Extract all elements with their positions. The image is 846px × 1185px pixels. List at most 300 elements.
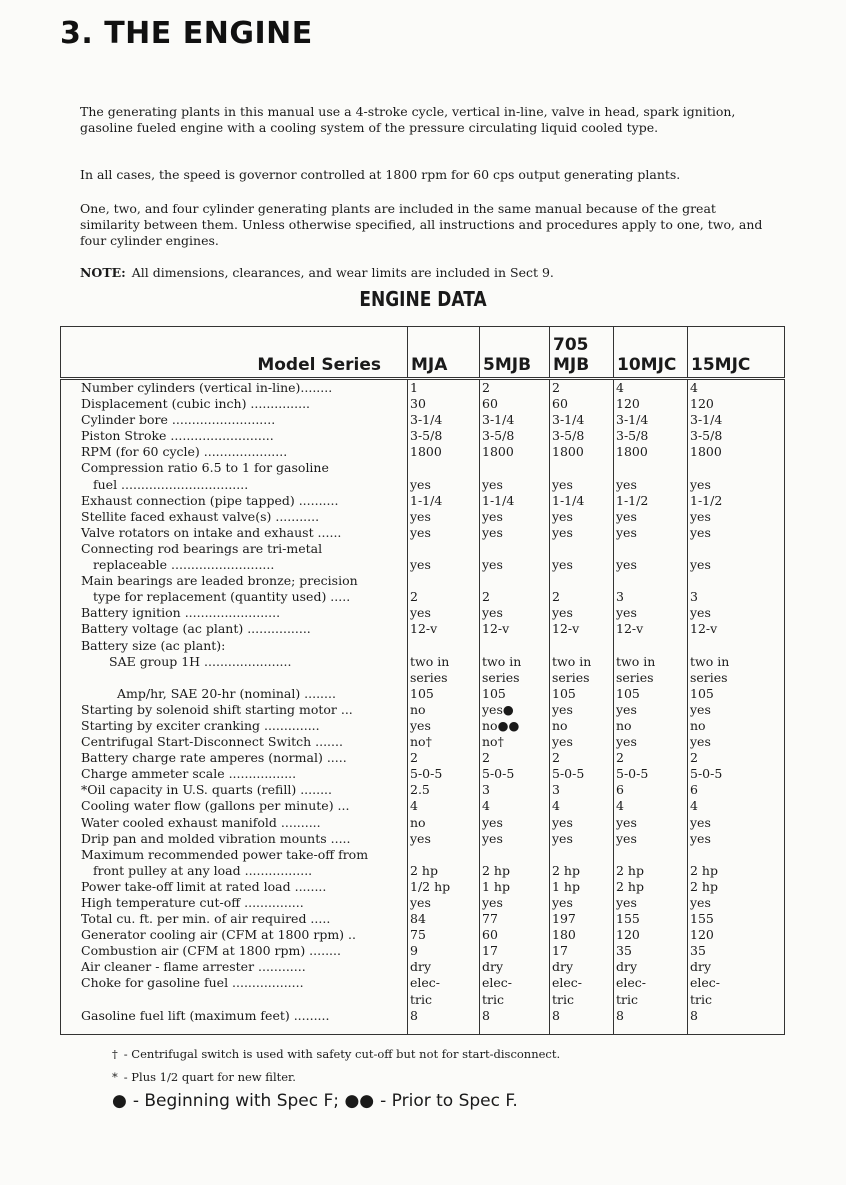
- cell-value: [614, 541, 688, 557]
- row-label: front pulley at any load .................: [61, 863, 408, 879]
- cell-value: no†: [408, 734, 480, 750]
- cell-value: 120: [688, 927, 785, 943]
- cell-value: yes: [550, 831, 614, 847]
- cell-value: [480, 573, 550, 589]
- cell-value: 8: [480, 1008, 550, 1035]
- cell-value: yes: [480, 895, 550, 911]
- cell-value: 4: [408, 798, 480, 814]
- cell-value: [614, 460, 688, 476]
- cell-value: 105: [688, 686, 785, 702]
- row-label: Number cylinders (vertical in-line)........: [61, 379, 408, 397]
- table-row: [61, 847, 785, 863]
- cell-value: yes: [688, 477, 785, 493]
- row-label: Drip pan and molded vibration mounts .....: [61, 831, 408, 847]
- row-label: Charge ammeter scale .................: [61, 766, 408, 782]
- header-col-mja: MJA: [408, 327, 480, 379]
- row-label: Cooling water flow (gallons per minute) ...: [61, 798, 408, 814]
- cell-value: [688, 573, 785, 589]
- row-label: Displacement (cubic inch) ...............: [61, 396, 408, 412]
- row-label: replaceable ..........................: [61, 557, 408, 573]
- table-row: [61, 943, 785, 959]
- cell-value: 8: [614, 1008, 688, 1035]
- cell-value: two in: [688, 654, 785, 670]
- cell-value: series: [614, 670, 688, 686]
- cell-value: 120: [688, 396, 785, 412]
- footnote-symbol: ●: [112, 1091, 127, 1111]
- cell-value: 12-v: [408, 621, 480, 637]
- cell-value: 60: [480, 927, 550, 943]
- row-label: Valve rotators on intake and exhaust ......: [61, 525, 408, 541]
- cell-value: 105: [480, 686, 550, 702]
- cell-value: 3-5/8: [480, 428, 550, 444]
- table-row: [61, 879, 785, 895]
- table-body: [61, 379, 785, 1035]
- cell-value: [688, 847, 785, 863]
- footnote-text: - Plus 1/2 quart for new filter.: [123, 1070, 296, 1084]
- cell-value: yes: [614, 509, 688, 525]
- cell-value: yes●: [480, 702, 550, 718]
- cell-value: 3-5/8: [614, 428, 688, 444]
- cell-value: 2 hp: [614, 863, 688, 879]
- cell-value: 1-1/4: [480, 493, 550, 509]
- cell-value: 35: [688, 943, 785, 959]
- table-row: [61, 750, 785, 766]
- cell-value: 2 hp: [688, 879, 785, 895]
- cell-value: [688, 638, 785, 654]
- intro-paragraph-2: In all cases, the speed is governor controlled at 1800 rpm for 60 cps output generating plants.: [80, 167, 681, 182]
- cell-value: yes: [408, 525, 480, 541]
- cell-value: 17: [480, 943, 550, 959]
- cell-value: series: [408, 670, 480, 686]
- table-row: [61, 1008, 785, 1035]
- cell-value: 12-v: [550, 621, 614, 637]
- row-label: Starting by exciter cranking ..............: [61, 718, 408, 734]
- cell-value: 3-1/4: [614, 412, 688, 428]
- table-row: [61, 573, 785, 589]
- cell-value: 3: [480, 782, 550, 798]
- cell-value: yes: [614, 525, 688, 541]
- cell-value: 2: [550, 379, 614, 397]
- cell-value: 2 hp: [614, 879, 688, 895]
- row-label: Combustion air (CFM at 1800 rpm) ........: [61, 943, 408, 959]
- cell-value: series: [688, 670, 785, 686]
- cell-value: 105: [408, 686, 480, 702]
- cell-value: 75: [408, 927, 480, 943]
- cell-value: no●●: [480, 718, 550, 734]
- cell-value: 8: [688, 1008, 785, 1035]
- cell-value: [480, 847, 550, 863]
- cell-value: yes: [614, 477, 688, 493]
- header-col-15mjc: 15MJC: [688, 327, 785, 379]
- intro-paragraph-3: One, two, and four cylinder generating plants are included in the same manual because of the great similarity between them. Unless otherwise specified, all instructions and procedures apply to one, two, and four cylinder engines.: [80, 201, 763, 248]
- cell-value: 155: [688, 911, 785, 927]
- header-model-series: Model Series: [61, 327, 408, 379]
- header-col-705mjb-label: 705 MJB: [553, 335, 590, 375]
- cell-value: yes: [688, 605, 785, 621]
- engine-data-table: [60, 326, 785, 1035]
- row-label: RPM (for 60 cycle) .....................: [61, 444, 408, 460]
- cell-value: elec-: [480, 975, 550, 991]
- row-label: Battery ignition ........................: [61, 605, 408, 621]
- cell-value: 105: [550, 686, 614, 702]
- cell-value: yes: [688, 509, 785, 525]
- cell-value: yes: [614, 605, 688, 621]
- cell-value: 2 hp: [688, 863, 785, 879]
- cell-value: no: [550, 718, 614, 734]
- table-row: [61, 734, 785, 750]
- cell-value: 30: [408, 396, 480, 412]
- row-label: Gasoline fuel lift (maximum feet) .........: [61, 1008, 408, 1035]
- cell-value: 2: [480, 589, 550, 605]
- cell-value: 3: [688, 589, 785, 605]
- row-label: Cylinder bore ..........................: [61, 412, 408, 428]
- row-label: *Oil capacity in U.S. quarts (refill) ........: [61, 782, 408, 798]
- table-row: [61, 638, 785, 654]
- cell-value: yes: [480, 509, 550, 525]
- table-row: [61, 895, 785, 911]
- table-row: [61, 766, 785, 782]
- cell-value: yes: [480, 815, 550, 831]
- cell-value: no: [614, 718, 688, 734]
- cell-value: yes: [480, 477, 550, 493]
- cell-value: yes: [550, 605, 614, 621]
- cell-value: yes: [614, 702, 688, 718]
- row-label: Generator cooling air (CFM at 1800 rpm) ..: [61, 927, 408, 943]
- cell-value: 4: [614, 798, 688, 814]
- row-label: Battery charge rate amperes (normal) .....: [61, 750, 408, 766]
- cell-value: tric: [550, 992, 614, 1008]
- cell-value: [408, 460, 480, 476]
- cell-value: no: [688, 718, 785, 734]
- cell-value: yes: [550, 815, 614, 831]
- cell-value: 77: [480, 911, 550, 927]
- row-label: Maximum recommended power take-off from: [61, 847, 408, 863]
- table-row: [61, 525, 785, 541]
- cell-value: tric: [480, 992, 550, 1008]
- cell-value: [408, 847, 480, 863]
- cell-value: 1-1/4: [408, 493, 480, 509]
- cell-value: elec-: [688, 975, 785, 991]
- cell-value: 4: [688, 379, 785, 397]
- cell-value: 1-1/2: [614, 493, 688, 509]
- cell-value: two in: [550, 654, 614, 670]
- cell-value: 3-5/8: [550, 428, 614, 444]
- cell-value: yes: [550, 525, 614, 541]
- cell-value: [480, 460, 550, 476]
- cell-value: 6: [688, 782, 785, 798]
- row-label: Exhaust connection (pipe tapped) ..........: [61, 493, 408, 509]
- cell-value: tric: [688, 992, 785, 1008]
- cell-value: two in: [408, 654, 480, 670]
- cell-value: 3: [614, 589, 688, 605]
- table-row: [61, 444, 785, 460]
- table-row: [61, 831, 785, 847]
- cell-value: yes: [614, 815, 688, 831]
- cell-value: yes: [614, 895, 688, 911]
- cell-value: 3-5/8: [688, 428, 785, 444]
- footnote-dagger: [112, 1047, 560, 1061]
- row-label: Piston Stroke ..........................: [61, 428, 408, 444]
- footnote-spec: [112, 1091, 518, 1111]
- cell-value: series: [480, 670, 550, 686]
- row-label: Centrifugal Start-Disconnect Switch .......: [61, 734, 408, 750]
- cell-value: 1800: [408, 444, 480, 460]
- cell-value: yes: [688, 702, 785, 718]
- cell-value: [480, 541, 550, 557]
- table-row: [61, 702, 785, 718]
- cell-value: 2.5: [408, 782, 480, 798]
- cell-value: yes: [550, 557, 614, 573]
- cell-value: elec-: [550, 975, 614, 991]
- cell-value: yes: [408, 831, 480, 847]
- row-label: type for replacement (quantity used) .....: [61, 589, 408, 605]
- cell-value: 1-1/2: [688, 493, 785, 509]
- cell-value: yes: [480, 525, 550, 541]
- cell-value: 60: [550, 396, 614, 412]
- cell-value: 2 hp: [550, 863, 614, 879]
- cell-value: 3-1/4: [480, 412, 550, 428]
- row-label: Battery voltage (ac plant) ................: [61, 621, 408, 637]
- footnote-symbol: *: [112, 1070, 118, 1084]
- cell-value: 6: [614, 782, 688, 798]
- header-col-10mjc: 10MJC: [614, 327, 688, 379]
- cell-value: series: [550, 670, 614, 686]
- cell-value: tric: [614, 992, 688, 1008]
- header-col-5mjb: 5MJB: [480, 327, 550, 379]
- cell-value: [614, 573, 688, 589]
- cell-value: yes: [408, 605, 480, 621]
- cell-value: 9: [408, 943, 480, 959]
- cell-value: two in: [614, 654, 688, 670]
- cell-value: [550, 460, 614, 476]
- cell-value: yes: [688, 525, 785, 541]
- cell-value: yes: [550, 477, 614, 493]
- cell-value: 105: [614, 686, 688, 702]
- cell-value: yes: [688, 815, 785, 831]
- table-row: [61, 412, 785, 428]
- header-col-705mjb: [550, 327, 614, 379]
- table-row: [61, 396, 785, 412]
- cell-value: no: [408, 815, 480, 831]
- cell-value: 5-0-5: [688, 766, 785, 782]
- cell-value: 2: [480, 750, 550, 766]
- row-label: Stellite faced exhaust valve(s) ...........: [61, 509, 408, 525]
- section-heading: ENGINE DATA: [359, 287, 487, 311]
- cell-value: 1/2 hp: [408, 879, 480, 895]
- cell-value: 3-1/4: [550, 412, 614, 428]
- cell-value: yes: [408, 895, 480, 911]
- cell-value: [614, 847, 688, 863]
- table-row: [61, 509, 785, 525]
- table-row: [61, 428, 785, 444]
- cell-value: yes: [480, 605, 550, 621]
- row-label: SAE group 1H ......................: [61, 654, 408, 670]
- cell-value: 3-1/4: [408, 412, 480, 428]
- row-label: High temperature cut-off ...............: [61, 895, 408, 911]
- cell-value: [614, 638, 688, 654]
- cell-value: 5-0-5: [550, 766, 614, 782]
- cell-value: [480, 638, 550, 654]
- cell-value: 2: [408, 750, 480, 766]
- cell-value: yes: [550, 702, 614, 718]
- row-label: Starting by solenoid shift starting motor ...: [61, 702, 408, 718]
- table-row: [61, 959, 785, 975]
- footnote-text-2: - Prior to Spec F.: [380, 1091, 518, 1111]
- cell-value: 5-0-5: [408, 766, 480, 782]
- table-row: [61, 718, 785, 734]
- cell-value: 3-5/8: [408, 428, 480, 444]
- footnote-text: - Beginning with Spec F;: [132, 1091, 340, 1111]
- table-row: [61, 541, 785, 557]
- cell-value: 4: [614, 379, 688, 397]
- cell-value: 197: [550, 911, 614, 927]
- cell-value: 1800: [688, 444, 785, 460]
- table-row: [61, 815, 785, 831]
- cell-value: yes: [408, 509, 480, 525]
- cell-value: 2: [550, 589, 614, 605]
- row-label: [61, 670, 408, 686]
- note-label: NOTE:: [80, 265, 126, 280]
- cell-value: 17: [550, 943, 614, 959]
- table-row: [61, 863, 785, 879]
- row-label: Compression ratio 6.5 to 1 for gasoline: [61, 460, 408, 476]
- table-row: [61, 605, 785, 621]
- table-row: [61, 927, 785, 943]
- cell-value: 35: [614, 943, 688, 959]
- table-row: [61, 460, 785, 476]
- cell-value: dry: [550, 959, 614, 975]
- cell-value: [550, 638, 614, 654]
- cell-value: 2 hp: [408, 863, 480, 879]
- cell-value: yes: [614, 831, 688, 847]
- cell-value: [550, 847, 614, 863]
- note-paragraph: [80, 265, 770, 281]
- cell-value: tric: [408, 992, 480, 1008]
- cell-value: 3-1/4: [688, 412, 785, 428]
- cell-value: yes: [408, 557, 480, 573]
- cell-value: 4: [688, 798, 785, 814]
- row-label: Choke for gasoline fuel ..................: [61, 975, 408, 991]
- table-row: [61, 782, 785, 798]
- cell-value: [550, 541, 614, 557]
- row-label: Battery size (ac plant):: [61, 638, 408, 654]
- cell-value: no†: [480, 734, 550, 750]
- cell-value: yes: [688, 895, 785, 911]
- cell-value: yes: [408, 718, 480, 734]
- table-row: [61, 911, 785, 927]
- cell-value: 1 hp: [550, 879, 614, 895]
- cell-value: yes: [550, 895, 614, 911]
- cell-value: 1-1/4: [550, 493, 614, 509]
- cell-value: 5-0-5: [614, 766, 688, 782]
- row-label: Total cu. ft. per min. of air required .....: [61, 911, 408, 927]
- cell-value: 5-0-5: [480, 766, 550, 782]
- cell-value: 2: [408, 589, 480, 605]
- row-label: Amp/hr, SAE 20-hr (nominal) ........: [61, 686, 408, 702]
- cell-value: 2: [614, 750, 688, 766]
- table-row: [61, 798, 785, 814]
- cell-value: dry: [614, 959, 688, 975]
- cell-value: elec-: [408, 975, 480, 991]
- cell-value: 8: [550, 1008, 614, 1035]
- cell-value: [688, 460, 785, 476]
- cell-value: dry: [480, 959, 550, 975]
- cell-value: 1800: [480, 444, 550, 460]
- cell-value: elec-: [614, 975, 688, 991]
- cell-value: no: [408, 702, 480, 718]
- footnote-symbol-2: ●●: [344, 1091, 375, 1111]
- cell-value: 1800: [614, 444, 688, 460]
- cell-value: two in: [480, 654, 550, 670]
- cell-value: 4: [550, 798, 614, 814]
- table-row: [61, 686, 785, 702]
- cell-value: yes: [408, 477, 480, 493]
- row-label: fuel ................................: [61, 477, 408, 493]
- table-row: [61, 654, 785, 670]
- cell-value: 155: [614, 911, 688, 927]
- cell-value: 2 hp: [480, 863, 550, 879]
- footnote-text: - Centrifugal switch is used with safety cut-off but not for start-disconnect.: [123, 1047, 561, 1061]
- cell-value: 84: [408, 911, 480, 927]
- cell-value: 2: [480, 379, 550, 397]
- table-header-row: [61, 327, 785, 379]
- table-row: [61, 621, 785, 637]
- note-text: All dimensions, clearances, and wear limits are included in Sect 9.: [131, 265, 554, 280]
- cell-value: yes: [550, 734, 614, 750]
- table-row: [61, 477, 785, 493]
- cell-value: 1: [408, 379, 480, 397]
- cell-value: 120: [614, 396, 688, 412]
- table-row: [61, 379, 785, 397]
- cell-value: dry: [408, 959, 480, 975]
- cell-value: 1800: [550, 444, 614, 460]
- row-label: [61, 992, 408, 1008]
- cell-value: yes: [550, 509, 614, 525]
- cell-value: yes: [480, 831, 550, 847]
- table-row: [61, 992, 785, 1008]
- cell-value: 2: [688, 750, 785, 766]
- row-label: Main bearings are leaded bronze; precision: [61, 573, 408, 589]
- table-row: [61, 557, 785, 573]
- cell-value: yes: [688, 557, 785, 573]
- cell-value: 8: [408, 1008, 480, 1035]
- cell-value: 2: [550, 750, 614, 766]
- cell-value: [688, 541, 785, 557]
- cell-value: yes: [688, 734, 785, 750]
- row-label: Air cleaner - flame arrester ............: [61, 959, 408, 975]
- cell-value: [408, 573, 480, 589]
- cell-value: 1 hp: [480, 879, 550, 895]
- table-row: [61, 670, 785, 686]
- cell-value: 3: [550, 782, 614, 798]
- cell-value: 12-v: [688, 621, 785, 637]
- cell-value: 12-v: [614, 621, 688, 637]
- cell-value: yes: [614, 557, 688, 573]
- cell-value: yes: [480, 557, 550, 573]
- cell-value: 12-v: [480, 621, 550, 637]
- footnote-asterisk: [112, 1070, 296, 1084]
- cell-value: dry: [688, 959, 785, 975]
- table-row: [61, 975, 785, 991]
- page-title: 3. THE ENGINE: [60, 16, 313, 51]
- table-row: [61, 493, 785, 509]
- cell-value: [408, 638, 480, 654]
- cell-value: 180: [550, 927, 614, 943]
- intro-paragraph-1: The generating plants in this manual use a 4-stroke cycle, vertical in-line, valve in head, spark ignition, gasoline fueled engine with a cooling system of the pressure circulating liquid cooled type.: [80, 104, 736, 135]
- table-row: [61, 589, 785, 605]
- cell-value: [550, 573, 614, 589]
- cell-value: 60: [480, 396, 550, 412]
